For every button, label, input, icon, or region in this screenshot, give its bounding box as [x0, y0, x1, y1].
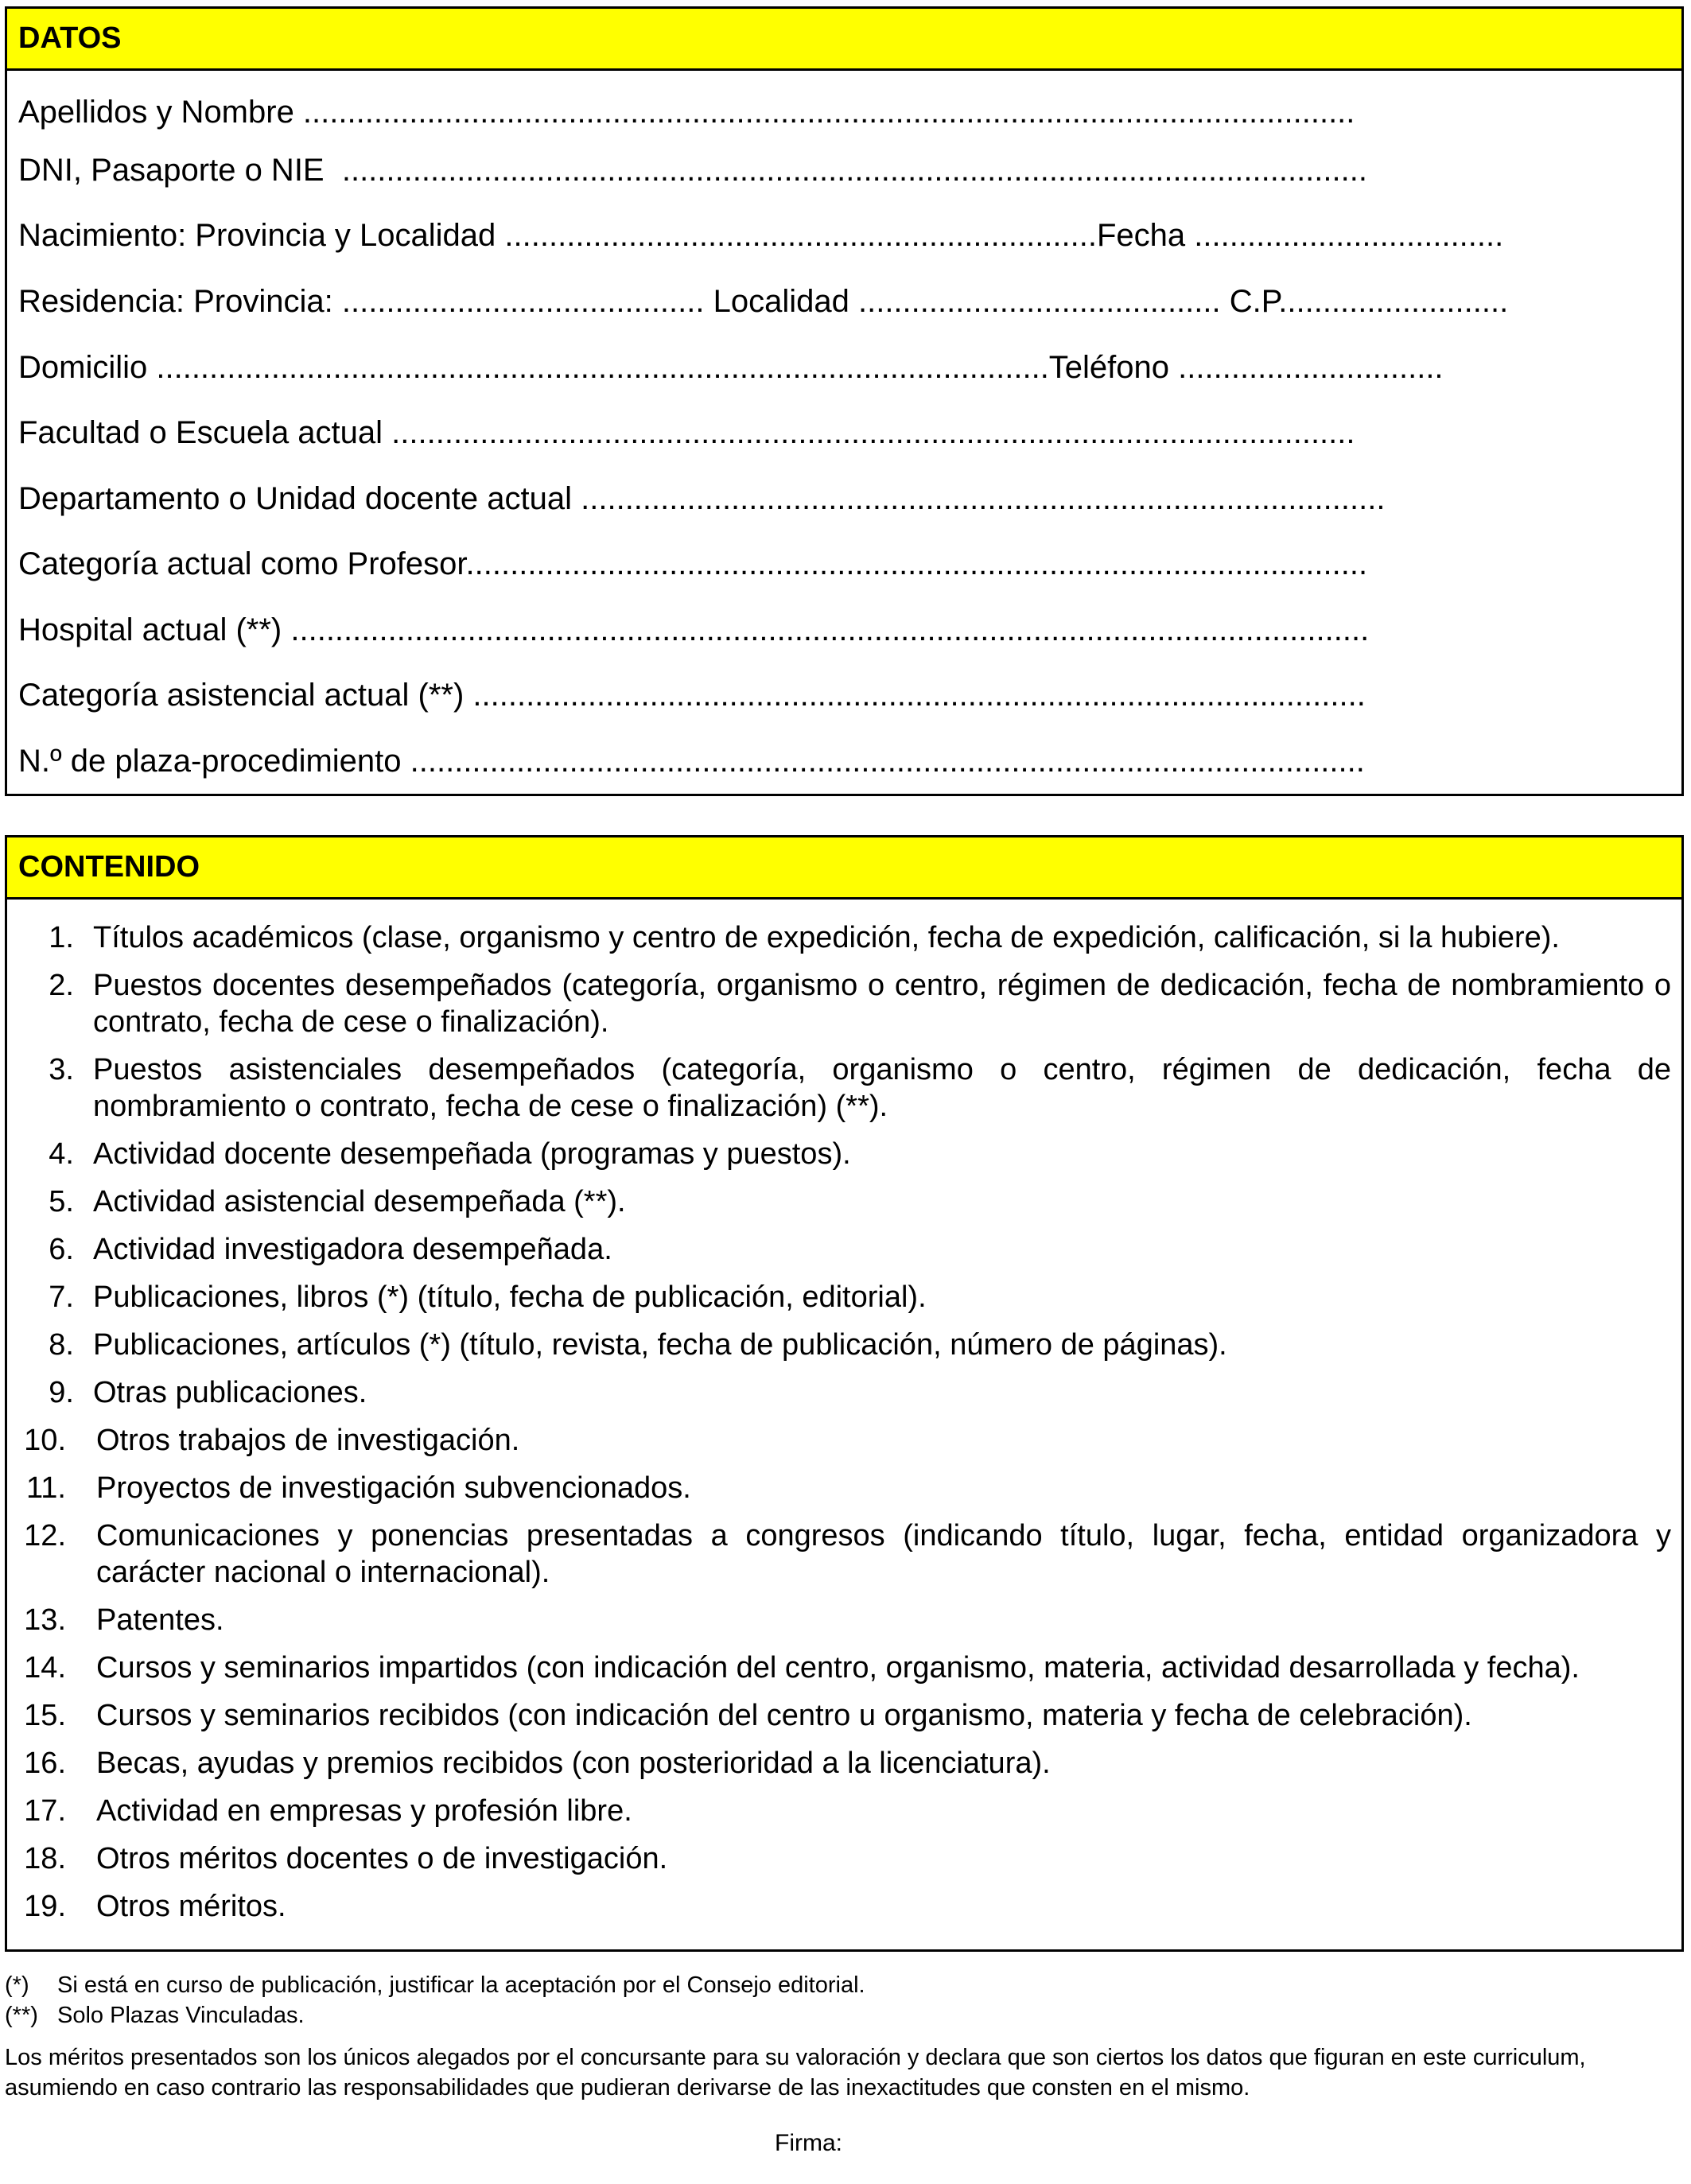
- field-residencia[interactable]: Residencia: Provincia: ......................................... Localidad ......................................... C.P..........................: [18, 284, 1509, 319]
- field-plaza-procedimiento[interactable]: N.º de plaza-procedimiento ............................................................................................................: [18, 744, 1365, 779]
- field-facultad[interactable]: Facultad o Escuela actual .............................................................................................................: [18, 415, 1355, 450]
- datos-header: DATOS: [7, 9, 1681, 71]
- field-hospital[interactable]: Hospital actual (**) ..........................................................................................................................: [18, 612, 1370, 647]
- firma-label: Firma:: [775, 2130, 842, 2156]
- datos-section: [5, 6, 1684, 796]
- field-nacimiento[interactable]: Nacimiento: Provincia y Localidad ...................................................................Fecha ...................................: [18, 218, 1504, 253]
- contenido-header: CONTENIDO: [7, 837, 1681, 900]
- footnote-plazas-vinculadas: (**) Solo Plazas Vinculadas.: [5, 2003, 305, 2028]
- field-departamento[interactable]: Departamento o Unidad docente actual ...........................................................................................: [18, 481, 1386, 516]
- field-domicilio[interactable]: Domicilio .....................................................................................................Teléfono ..............................: [18, 350, 1444, 385]
- footnote-publicacion: (*) Si está en curso de publicación, justificar la aceptación por el Consejo editorial.: [5, 1972, 865, 1998]
- field-dni[interactable]: DNI, Pasaporte o NIE ....................................................................................................................: [18, 153, 1367, 188]
- contenido-section: CONTENIDO 1. Títulos académicos (clase, organismo y centro de expedición, fecha de expedición, calificación, si la hubiere). 2. Puestos docentes desempeñados (categoría, organismo o centro, régimen de dedicación, fecha de nombramiento o contrato, fecha de cese o finalización). 3. Puestos asistenciales desempeñados (categoría, organismo o centro, régimen de dedicación, fecha de nombramiento o contrato, fecha de cese o finalización) (**). 4. Actividad docente desempeñada (programas y puestos). 5. Actividad asistencial desempeñada (**). 6. Actividad investigadora desempeñada. 7. Publicaciones, libros (*) (título, fecha de publicación, editorial). 8. Publicaciones, artículos (*) (título, revista, fecha de publicación, número de páginas). 9. Otras publicaciones. 10. Otros trabajos de investigación. 11. Proyectos de investigación subvencionados. 12. Comunicaciones y ponencias presentadas a congresos (indicando título, lugar, fecha, entidad organizadora y carácter nacional o internacional). 13. Patentes. 14. Cursos y seminarios impartidos (con indicación del centro, organismo, materia, actividad desarrollada y fecha). 15. Cursos y seminarios recibidos (con indicación del centro u organismo, materia y fecha de celebración). 16. Becas, ayudas y premios recibidos (con posterioridad a la licenciatura). 17. Actividad en empresas y profesión libre. 18. Otros méritos docentes o de investigación. 19. Otros méritos.: [5, 835, 1684, 1952]
- declaration-text: Los méritos presentados son los únicos alegados por el concursante para su valoración y declara que son ciertos los datos que figuran en este curriculum, asumiendo en caso contrario las responsabilidades que pudieran derivarse de las inexactitudes que consten en el mismo.: [5, 2045, 1586, 2100]
- field-categoria-asistencial[interactable]: Categoría asistencial actual (**) .....................................................................................................: [18, 678, 1366, 713]
- field-categoria-profesor[interactable]: Categoría actual como Profesor......................................................................................................: [18, 546, 1368, 581]
- field-apellidos-nombre[interactable]: Apellidos y Nombre .......................................................................................................................: [18, 95, 1355, 130]
